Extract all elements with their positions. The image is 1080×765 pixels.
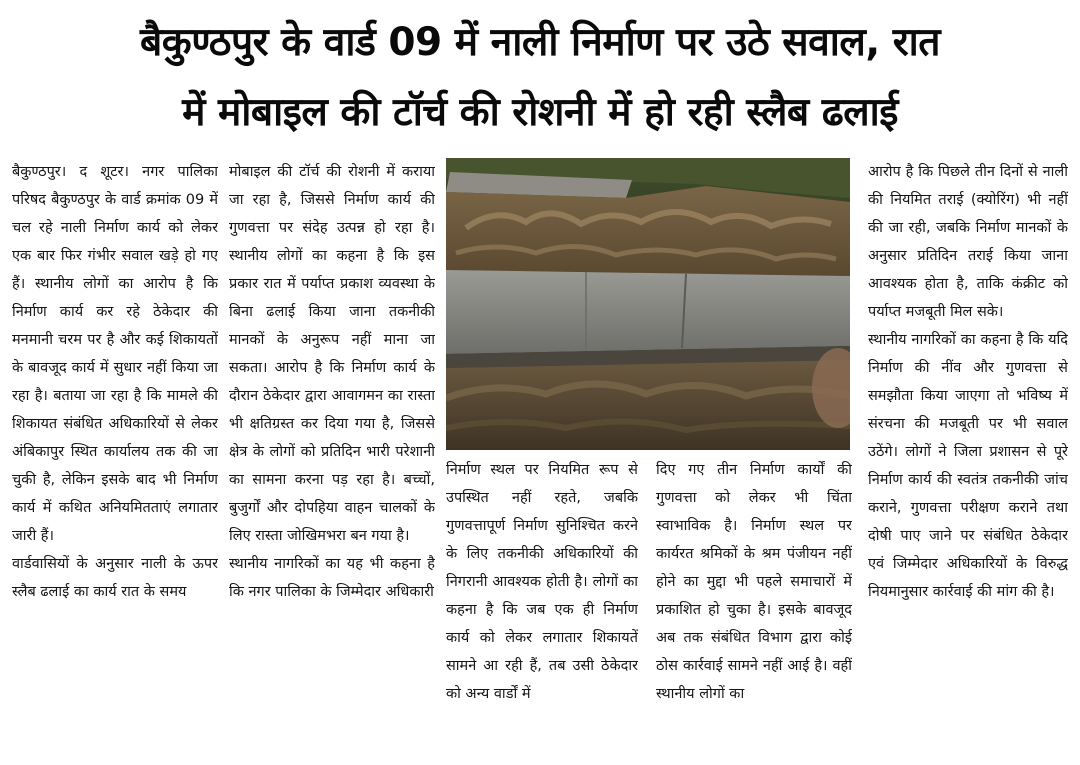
paragraph: बैकुण्ठपुर। द शूटर। नगर पालिका परिषद बैकुण्ठपुर के वार्ड क्रमांक 09 में चल रहे नाली निर्माण कार्य को लेकर एक बार फिर गंभीर सवाल खड़े हो गए हैं। स्थानीय लोगों का आरोप है कि निर्माण कार्य कर रहे ठेकेदार की मनमानी चरम पर है और कई शिकायतों के बावजूद कार्य में सुधार नहीं किया जा रहा है। बताया जा रहा है कि मामले की शिकायत संबंधित अधिकारियों से लेकर अंबिकापुर स्थित कार्यालय तक की जा चुकी है, लेकिन इसके बाद भी निर्माण कार्य में कथित अनियमितताएं लगातार जारी हैं। [12, 164, 218, 544]
paragraph: आरोप है कि पिछले तीन दिनों से नाली की नियमित तराई (क्योरिंग) भी नहीं की जा रही, जबकि निर्माण मानकों के अनुसार प्रतिदिन तराई किया जाना आवश्यक होता है, ताकि कंक्रीट को पर्याप्त मजबूती मिल सके। [868, 164, 1068, 320]
photo-illustration [446, 158, 850, 450]
paragraph: मोबाइल की टॉर्च की रोशनी में कराया जा रहा है, जिससे निर्माण कार्य की गुणवत्ता पर संदेह उत्पन्न हो रहा है। स्थानीय लोगों का कहना है कि इस प्रकार रात में पर्याप्त प्रकाश व्यवस्था के बिना ढलाई किया जाना तकनीकी मानकों के अनुरूप नहीं माना जा सकता। आरोप है कि निर्माण कार्य के दौरान ठेकेदार द्वारा आवागमन का रास्ता भी क्षतिग्रस्त कर दिया गया है, जिससे क्षेत्र के लोगों को प्रतिदिन भारी परेशानी का सामना करना पड़ रहा है। बच्चों, बुजुर्गों और दोपहिया वाहन चालकों के लिए रास्ता जोखिमभरा बन गया है। [229, 164, 435, 544]
drain-slab-construction-photo [446, 158, 850, 450]
article-column-3 [446, 456, 638, 764]
paragraph: निर्माण स्थल पर नियमित रूप से उपस्थित नहीं रहते, जबकि गुणवत्तापूर्ण निर्माण सुनिश्चित करने के लिए तकनीकी अधिकारियों की निगरानी आवश्यक होती है। लोगों का कहना है कि जब एक ही निर्माण कार्य को लेकर लगातार शिकायतें सामने आ रही हैं, तब उसी ठेकेदार को अन्य वार्डों में [446, 462, 638, 702]
paragraph: स्थानीय नागरिकों का कहना है कि यदि निर्माण की नींव और गुणवत्ता से समझौता किया जाएगा तो भविष्य में संरचना की मजबूती पर भी सवाल उठेंगे। लोगों ने जिला प्रशासन से पूरे निर्माण कार्य की स्वतंत्र तकनीकी जांच कराने, गुणवत्ता परीक्षण कराने तथा दोषी पाए जाने पर संबंधित ठेकेदार एवं जिम्मेदार अधिकारियों के विरुद्ध नियमानुसार कार्रवाई की मांग की है। [868, 332, 1068, 600]
article-column-2 [229, 158, 435, 764]
paragraph: स्थानीय नागरिकों का यह भी कहना है कि नगर पालिका के जिम्मेदार अधिकारी [229, 556, 435, 600]
article-column-4 [656, 456, 852, 764]
paragraph: वार्डवासियों के अनुसार नाली के ऊपर स्लैब ढलाई का कार्य रात के समय [12, 556, 218, 600]
headline-line-2: में मोबाइल की टॉर्च की रोशनी में हो रही स्लैब ढलाई [182, 90, 898, 135]
article-column-5 [868, 158, 1068, 764]
headline-line-1: बैकुण्ठपुर के वार्ड 09 में नाली निर्माण पर उठे सवाल, रात [139, 20, 941, 65]
headline [0, 8, 1080, 148]
paragraph: दिए गए तीन निर्माण कार्यों की गुणवत्ता को लेकर भी चिंता स्वाभाविक है। निर्माण स्थल पर कार्यरत श्रमिकों के श्रम पंजीयन नहीं होने का मुद्दा भी पहले समाचारों में प्रकाशित हो चुका है। इसके बावजूद अब तक संबंधित विभाग द्वारा कोई ठोस कार्रवाई सामने नहीं आई है। वहीं स्थानीय लोगों का [656, 462, 852, 702]
article-column-1 [12, 158, 218, 764]
